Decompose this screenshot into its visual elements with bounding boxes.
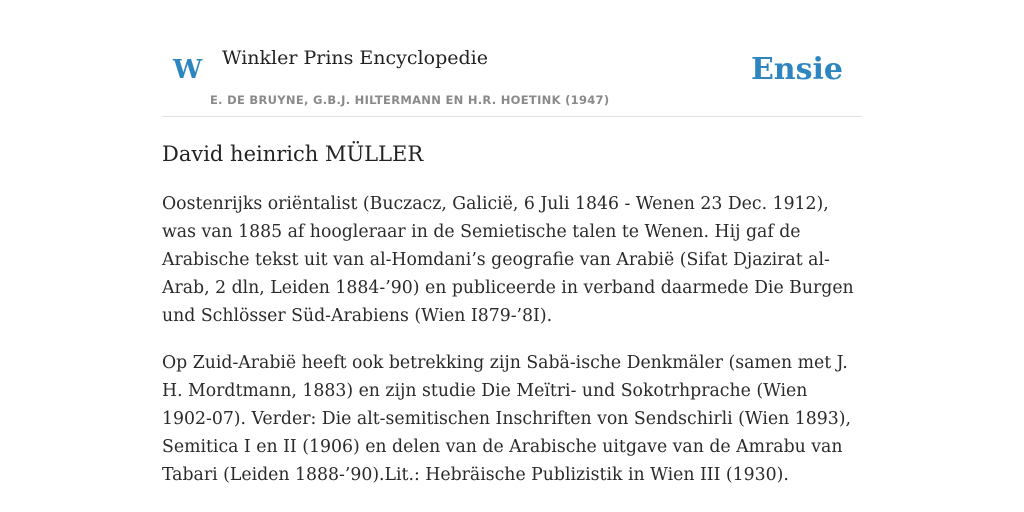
encyclopedia-logo-icon[interactable]: W [173, 55, 203, 85]
article [162, 138, 862, 508]
encyclopedia-authors: E. DE BRUYNE, G.B.J. HILTERMANN EN H.R. HOETINK (1947) [210, 93, 610, 107]
article-paragraph-2: Op Zuid-Arabië heeft ook betrekking zijn Sabä-ische Denkmäler (samen met J. H. Mordtmann, 1883) en zijn studie Die Meïtri- und Sokotrhprache (Wien 1902-07). Verder: Die alt-semitischen Inschriften von Sendschirli (Wien 1893), Semitica I en II (1906) en delen van de Arabische uitgave van de Amrabu van Tabari (Leiden 1888-’90).Lit.: Hebräische Publizistik in Wien III (1930). [162, 353, 851, 485]
site-header [162, 40, 862, 117]
article-paragraph-1: Oostenrijks oriëntalist (Buczacz, Galicië, 6 Juli 1846 - Wenen 23 Dec. 1912), was van 1885 af hoogleraar in de Semietische talen te Wenen. Hij gaf de Arabische tekst uit van al-Homdani’s geografie van Arabië (Sifat Djazirat al-Arab, 2 dln, Leiden 1884-’90) en publiceerde in verband daarmede Die Burgen und Schlösser Süd-Arabiens (Wien I879-’8I). [162, 194, 854, 326]
article-title: David heinrich MÜLLER [162, 142, 424, 166]
encyclopedia-title[interactable]: Winkler Prins Encyclopedie [222, 47, 488, 69]
ensie-brand-logo[interactable]: Ensie [750, 52, 843, 87]
